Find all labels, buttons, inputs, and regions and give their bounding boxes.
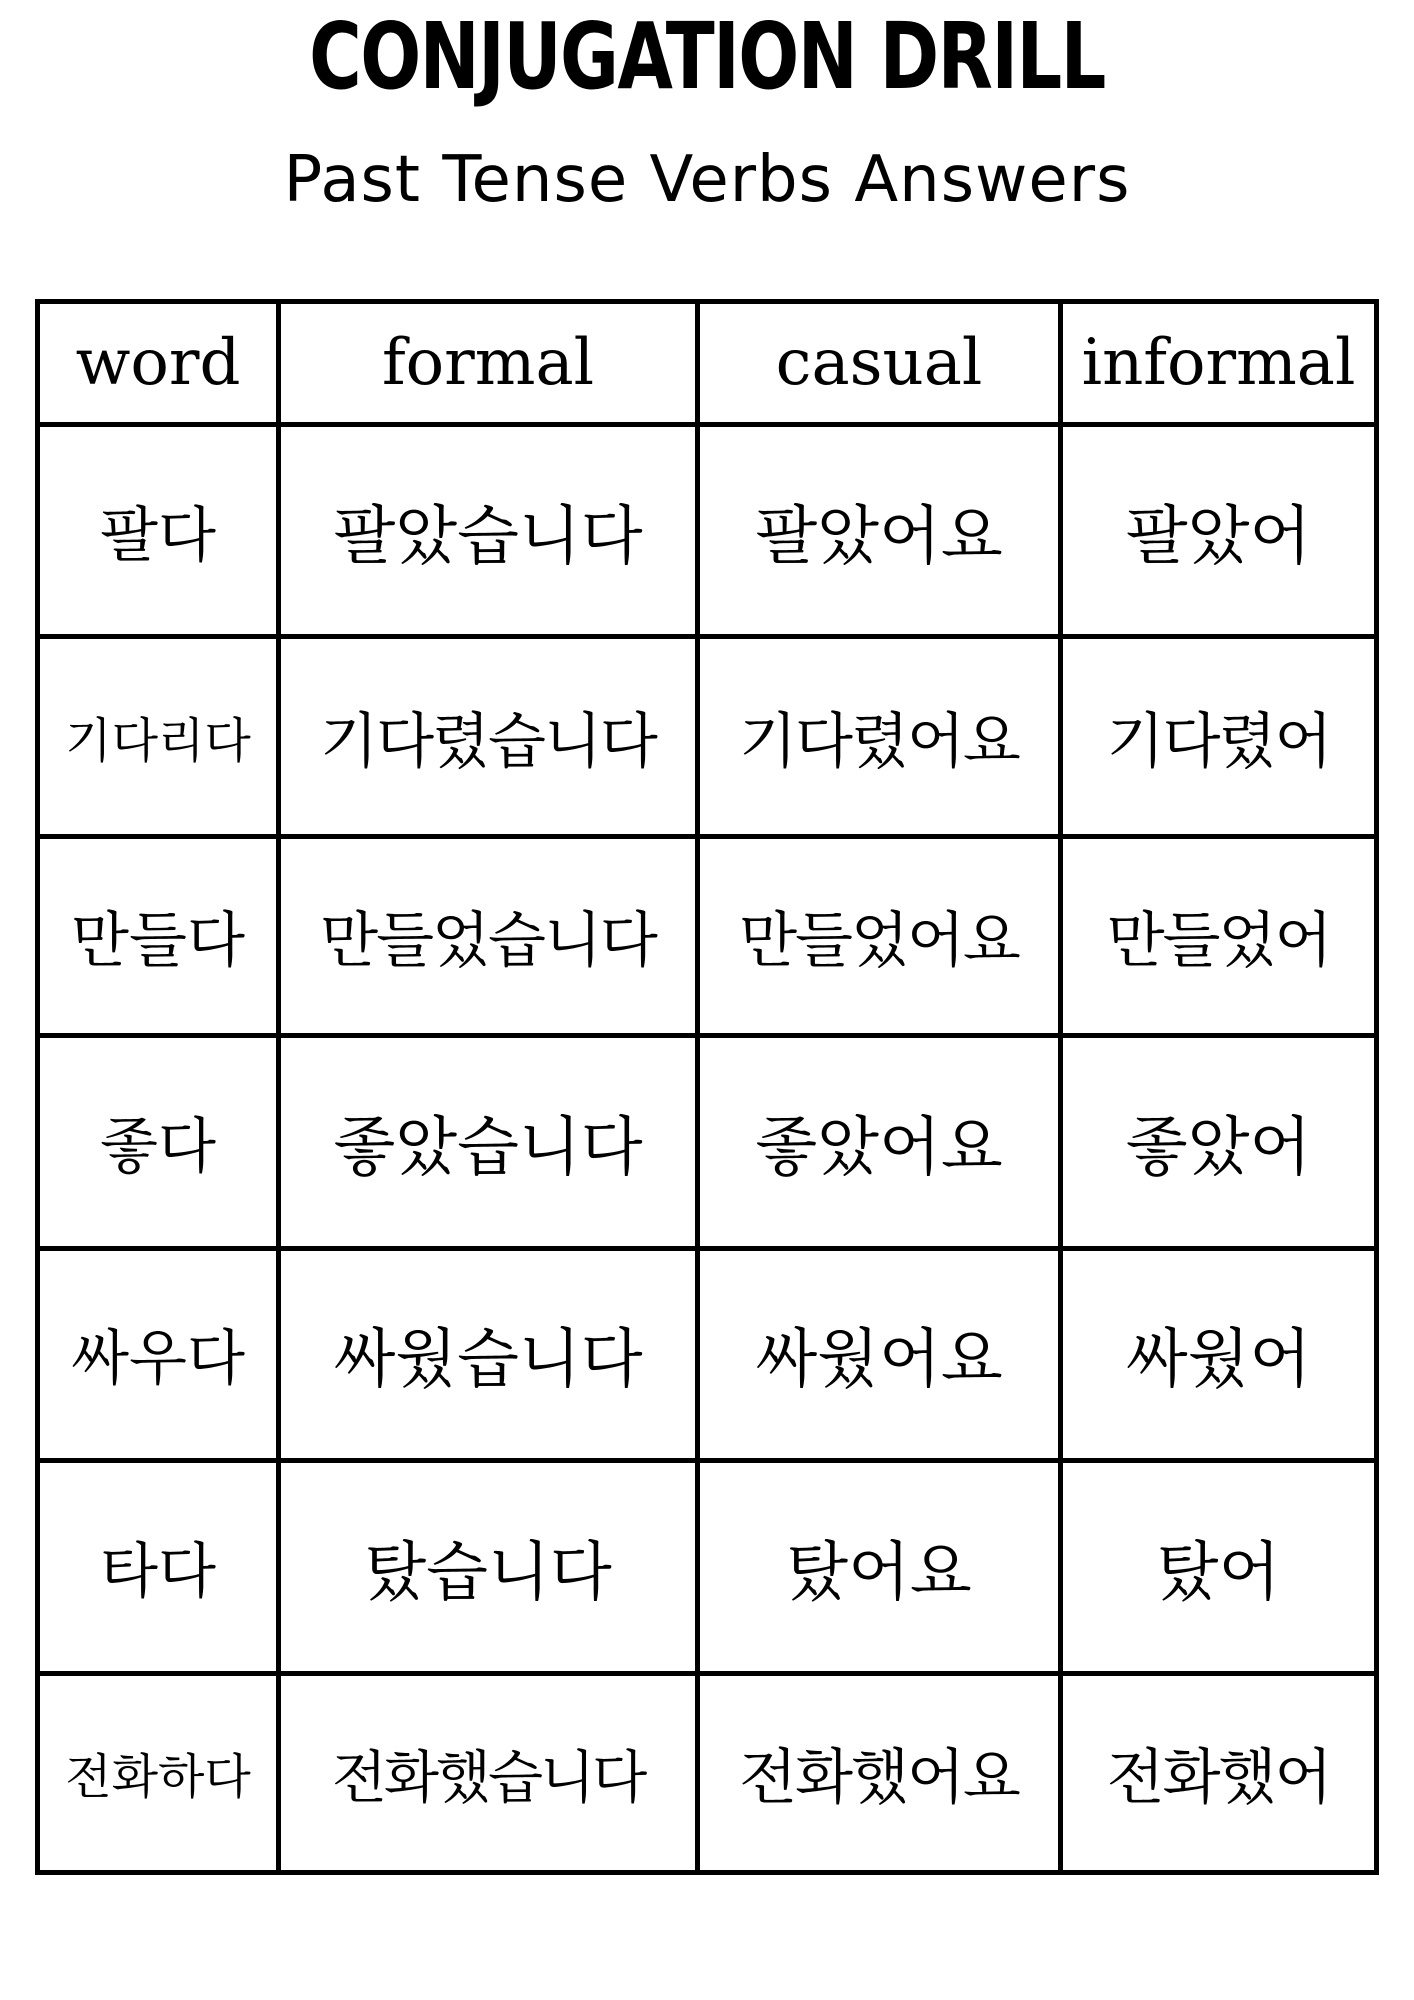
casual-cell: 팔았어요	[698, 425, 1061, 637]
word-cell: 좋다	[38, 1036, 279, 1248]
conjugation-table	[35, 299, 1379, 1875]
informal-cell: 만들었어	[1061, 836, 1377, 1035]
column-header-formal: formal	[279, 302, 698, 425]
casual-cell: 좋았어요	[698, 1036, 1061, 1248]
informal-cell: 싸웠어	[1061, 1248, 1377, 1460]
formal-cell: 전화했습니다	[279, 1673, 698, 1872]
informal-cell: 전화했어	[1061, 1673, 1377, 1872]
column-header-casual: casual	[698, 302, 1061, 425]
informal-cell: 탔어	[1061, 1461, 1377, 1673]
word-cell: 전화하다	[38, 1673, 279, 1872]
casual-cell: 기다렸어요	[698, 637, 1061, 836]
page-subtitle: Past Tense Verbs Answers	[283, 143, 1131, 217]
column-header-word: word	[38, 302, 279, 425]
column-header-informal: informal	[1061, 302, 1377, 425]
word-cell: 싸우다	[38, 1248, 279, 1460]
formal-cell: 기다렸습니다	[279, 637, 698, 836]
formal-cell: 좋았습니다	[279, 1036, 698, 1248]
page-title: CONJUGATION DRILL	[309, 3, 1105, 110]
casual-cell: 전화했어요	[698, 1673, 1061, 1872]
table-row	[38, 1673, 1377, 1872]
informal-cell: 팔았어	[1061, 425, 1377, 637]
word-cell: 기다리다	[38, 637, 279, 836]
table-row	[38, 836, 1377, 1035]
header-row	[38, 302, 1377, 425]
informal-cell: 기다렸어	[1061, 637, 1377, 836]
table-row	[38, 1461, 1377, 1673]
word-cell: 타다	[38, 1461, 279, 1673]
formal-cell: 팔았습니다	[279, 425, 698, 637]
word-cell: 만들다	[38, 836, 279, 1035]
table-row	[38, 1248, 1377, 1460]
casual-cell: 싸웠어요	[698, 1248, 1061, 1460]
table-row	[38, 1036, 1377, 1248]
casual-cell: 탔어요	[698, 1461, 1061, 1673]
conjugation-sheet	[35, 299, 1374, 1875]
formal-cell: 탔습니다	[279, 1461, 698, 1673]
casual-cell: 만들었어요	[698, 836, 1061, 1035]
informal-cell: 좋았어	[1061, 1036, 1377, 1248]
word-cell: 팔다	[38, 425, 279, 637]
table-row	[38, 425, 1377, 637]
formal-cell: 만들었습니다	[279, 836, 698, 1035]
table-row	[38, 637, 1377, 836]
formal-cell: 싸웠습니다	[279, 1248, 698, 1460]
